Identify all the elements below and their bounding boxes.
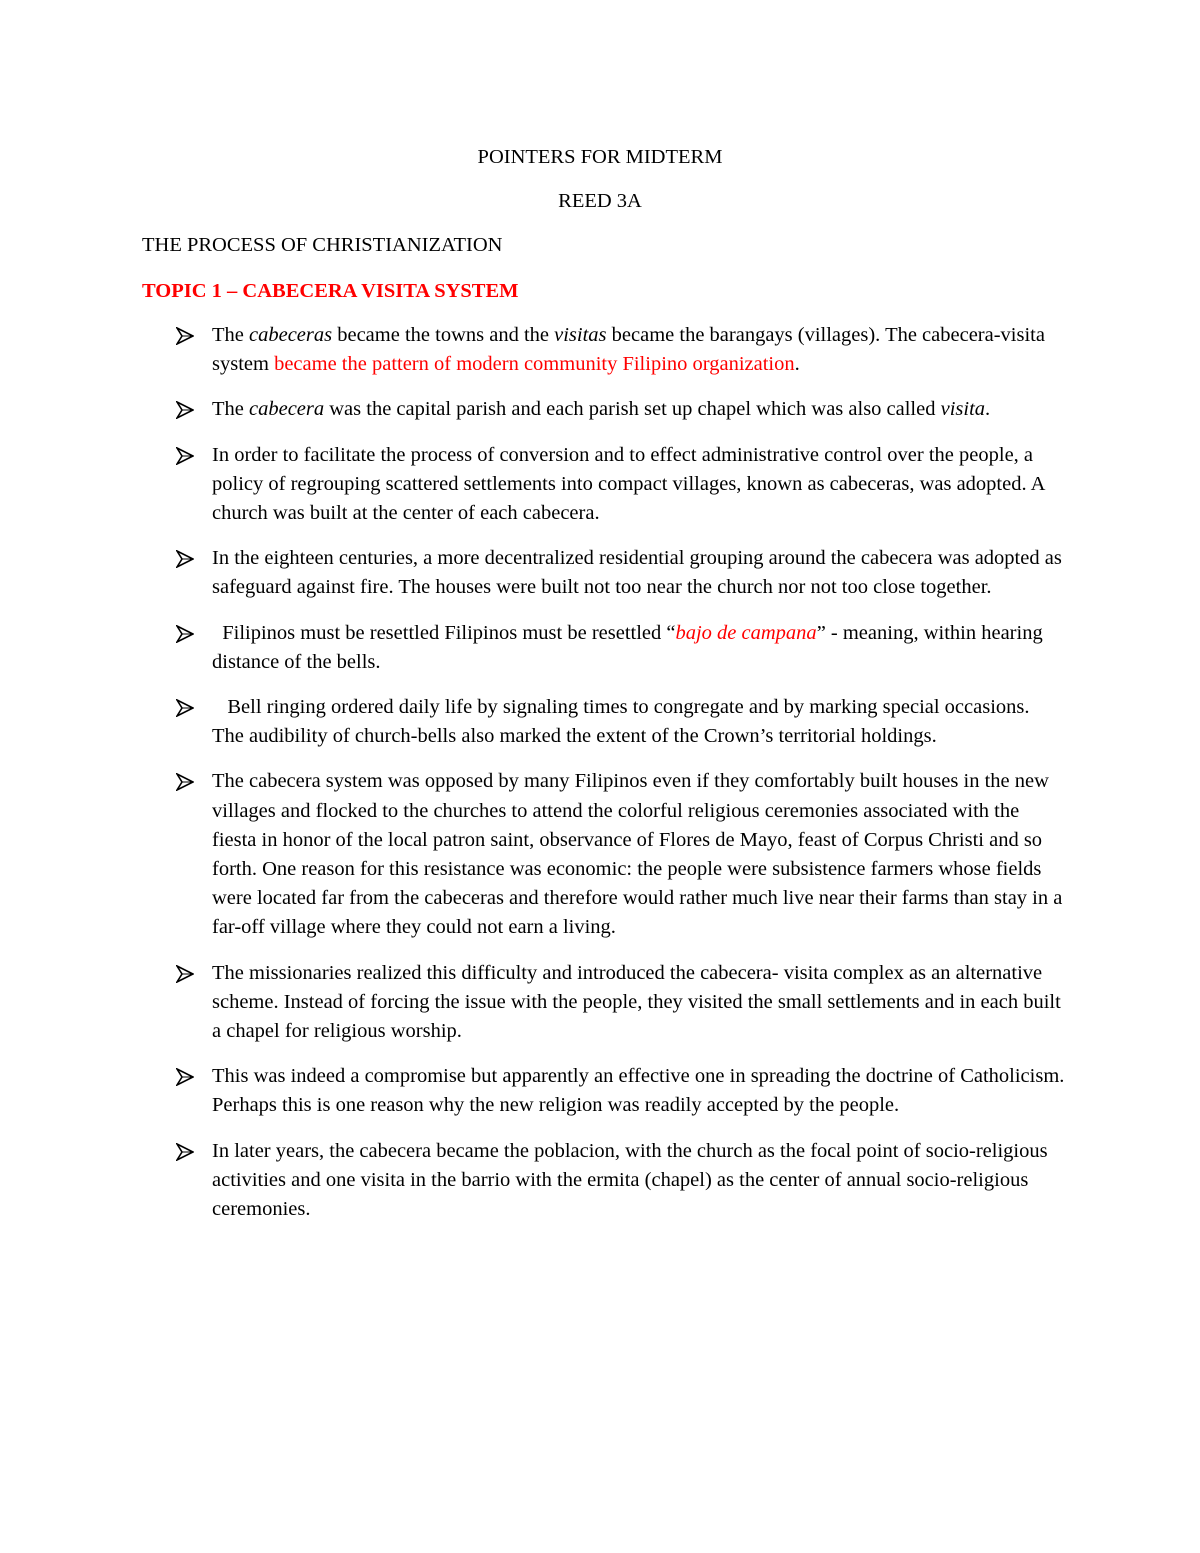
- text-run: ” - meaning, within hearing distance of the bells.: [212, 621, 1048, 673]
- bullet-item: [176, 767, 1066, 942]
- arrowhead-bullet-icon: [176, 395, 198, 424]
- text-run: The cabecera system was opposed by many Filipinos even if they comfortably built houses in the new villages and flocked to the churches to attend the colorful religious ceremonies associated with the fiesta in honor of the local patron saint, observance of Flores de Mayo, feast of Corpus Christi and so forth. One reason for this resistance was economic: the people were subsistence farmers whose fields were located far from the cabeceras and therefore would rather much live near their farms than stay in a far-off village where they could not earn a living.: [212, 770, 1068, 939]
- bullet-item: [176, 441, 1066, 529]
- text-run: In order to facilitate the process of conversion and to effect administrative control over the people, a policy of regrouping scattered settlements into compact villages, known as cabeceras, was adopted. A church was built at the center of each cabecera.: [212, 443, 1050, 525]
- bullet-item: [176, 1062, 1070, 1120]
- bullet-item: [176, 1137, 1066, 1225]
- text-run: Filipinos must be resettled Filipinos must be resettled “: [212, 621, 676, 644]
- bullet-text: [212, 324, 1050, 375]
- arrowhead-bullet-icon: [176, 619, 198, 648]
- bullet-text: [212, 622, 1048, 673]
- section-heading: THE PROCESS OF CHRISTIANIZATION: [142, 234, 503, 256]
- document-title: POINTERS FOR MIDTERM: [477, 146, 723, 168]
- bullet-text: [212, 547, 1067, 598]
- text-run: .: [794, 353, 800, 376]
- bullet-item: [176, 395, 1066, 424]
- text-run: The missionaries realized this difficulty and introduced the cabecera- visita complex as an alternative scheme. Instead of forcing the issue with the people, they visited the small settlements and in each built a chapel for religious worship.: [212, 961, 1066, 1043]
- arrowhead-bullet-icon: [176, 693, 198, 722]
- bullet-text: [212, 1140, 1053, 1220]
- bullet-item: [176, 619, 1066, 677]
- text-run: The: [212, 324, 249, 346]
- bullet-item: [176, 693, 1066, 751]
- text-run: cabecera: [249, 398, 325, 421]
- bullet-text: [212, 770, 1067, 938]
- bullet-item: [176, 544, 1066, 602]
- arrowhead-bullet-icon: [176, 1137, 198, 1166]
- text-run: .: [985, 398, 991, 421]
- text-run: visita: [940, 398, 986, 421]
- bullet-text: [212, 444, 1049, 524]
- text-run: In the eighteen centuries, a more decentralized residential grouping around the cabecera was adopted as safeguard against fire. The houses were built not too near the church nor not too close together.: [212, 547, 1067, 599]
- bullet-text: [212, 1065, 1070, 1116]
- text-run: This was indeed a compromise but apparently an effective one in spreading the doctrine of Catholicism. Perhaps this is one reason why the new religion was readily accepted by the people.: [212, 1065, 1070, 1117]
- text-run: became the pattern of modern community Filipino organization: [274, 353, 795, 376]
- bullet-text: [212, 696, 1034, 747]
- course-code: REED 3A: [558, 190, 642, 212]
- bullet-text: [212, 398, 990, 420]
- arrowhead-bullet-icon: [176, 1062, 198, 1091]
- arrowhead-bullet-icon: [176, 321, 198, 350]
- arrowhead-bullet-icon: [176, 959, 198, 988]
- text-run: visitas: [554, 324, 607, 346]
- arrowhead-bullet-icon: [176, 441, 198, 470]
- text-run: became the barangays (villages). The cabecera-visita system: [212, 324, 1051, 376]
- bullet-text: [212, 962, 1066, 1042]
- text-run: bajo de campana: [675, 621, 817, 644]
- bullet-item: [176, 321, 1066, 379]
- text-run: became the towns and the: [332, 324, 555, 346]
- arrowhead-bullet-icon: [176, 767, 198, 796]
- text-run: The: [212, 398, 249, 421]
- text-run: Bell ringing ordered daily life by signaling times to congregate and by marking special occasions. The audibility of church-bells also marked the extent of the Crown’s territorial holdings.: [212, 696, 1035, 748]
- arrowhead-bullet-icon: [176, 544, 198, 573]
- topic-heading: TOPIC 1 – CABECERA VISITA SYSTEM: [142, 280, 519, 302]
- text-run: was the capital parish and each parish set up chapel which was also called: [324, 398, 941, 421]
- text-run: cabeceras: [249, 324, 333, 346]
- text-run: In later years, the cabecera became the poblacion, with the church as the focal point of socio-religious activities and one visita in the barrio with the ermita (chapel) as the center of annual socio-religious ceremonies.: [212, 1139, 1053, 1221]
- bullet-item: [176, 959, 1066, 1047]
- bullet-list: [176, 321, 1070, 1224]
